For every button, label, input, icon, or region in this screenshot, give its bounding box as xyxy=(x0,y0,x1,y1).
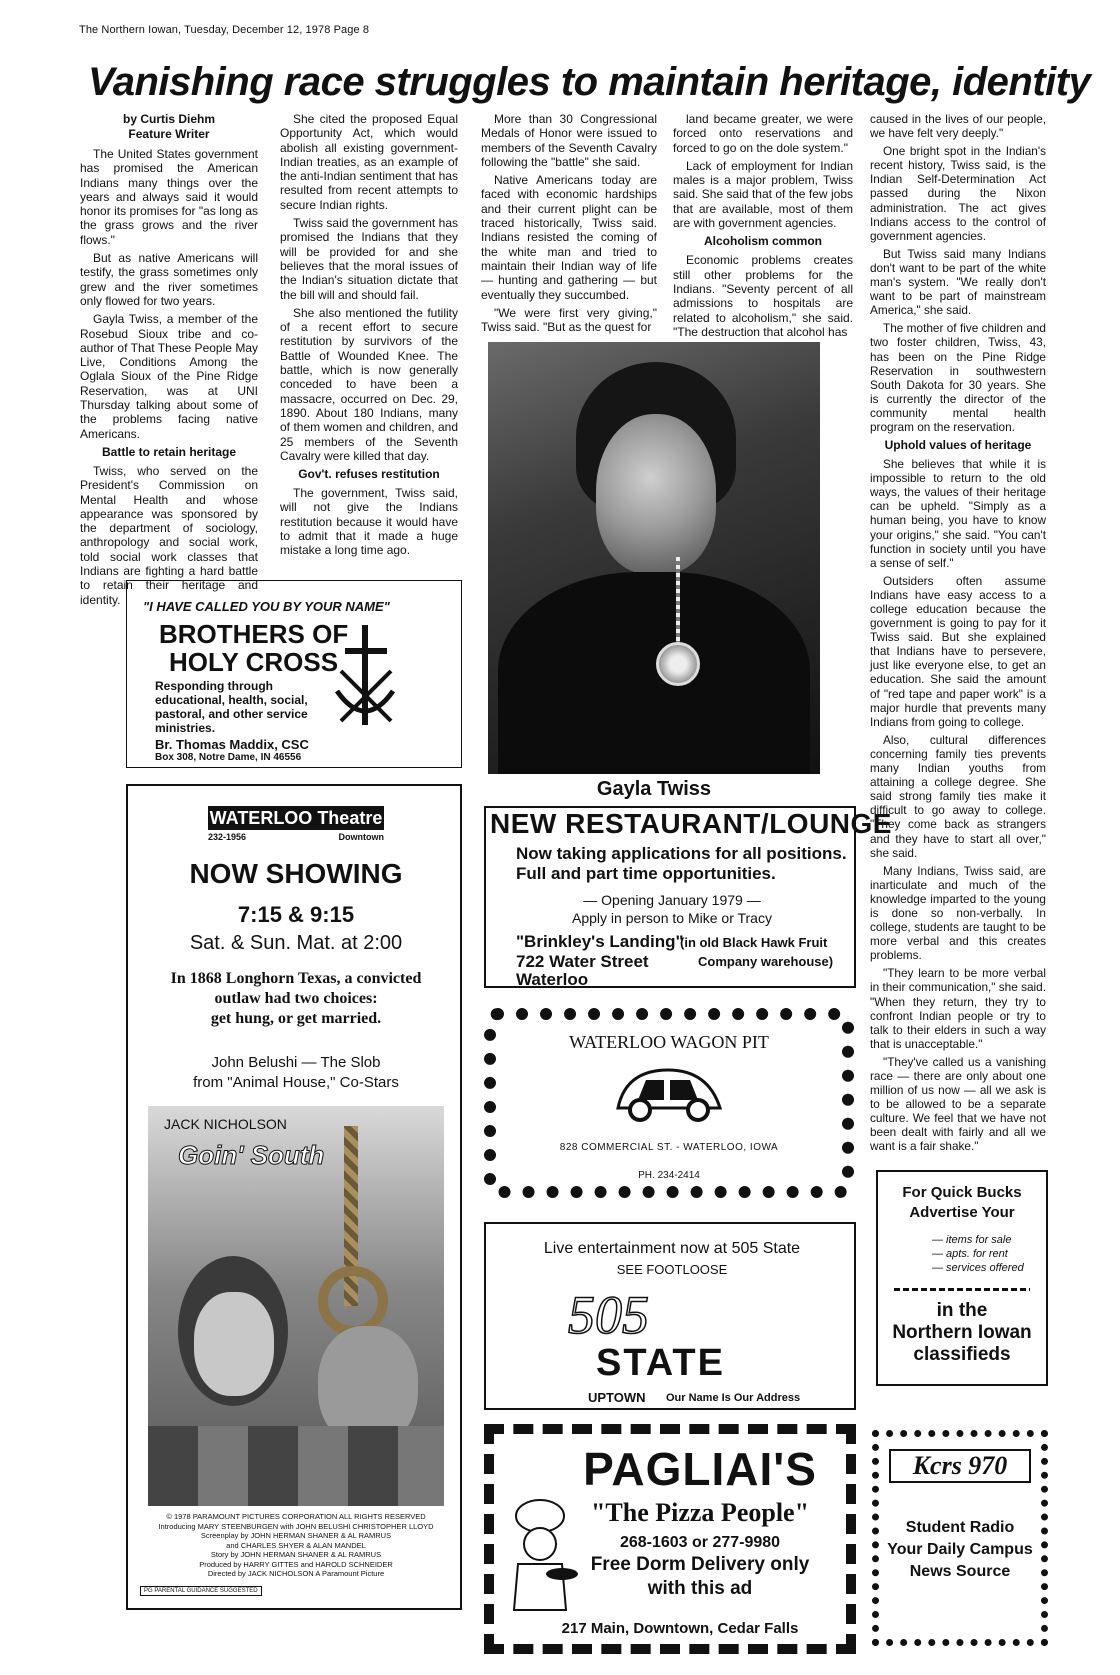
cross-anchor-icon xyxy=(327,621,407,731)
movie-poster-image: JACK NICHOLSON Goin' South xyxy=(148,1106,444,1506)
article-column-2 xyxy=(280,112,458,562)
headline: Vanishing race struggles to maintain heritage, identity xyxy=(88,60,1091,104)
byline: by Curtis Diehm Feature Writer xyxy=(122,112,215,141)
paragraph: Lack of employment for Indian males is a major problem, Twiss said. She said that of the few jobs that are available, most of them are with government agencies. xyxy=(673,158,853,231)
paragraph: But Twiss said many Indians don't want to be part of the white man's system. "We really don't want to be part of mainstream America," she said. xyxy=(870,246,1046,318)
ad-pagliais: PAGLIAI'S "The Pizza People" 268-1603 or 277-9980 Free Dorm Delivery only with this ad 217 Main, Downtown, Cedar Falls xyxy=(484,1424,856,1654)
paragraph: land became greater, we were forced onto reservations and forced to go on the dole system." xyxy=(673,112,853,155)
article-column-3 xyxy=(481,112,657,338)
ad-505-state: Live entertainment now at 505 State SEE FOOTLOOSE 505 STATE UPTOWN Our Name Is Our Address xyxy=(484,1222,856,1410)
ad-wagon-pit: WATERLOO WAGON PIT 828 COMMERCIAL ST. - WATERLOO, IOWA PH. 234-2414 xyxy=(484,1008,854,1198)
subhead: Uphold values of heritage xyxy=(884,438,1032,453)
article-column-4 xyxy=(673,112,853,343)
article-column-5 xyxy=(870,112,1046,1158)
subhead: Alcoholism common xyxy=(703,234,822,249)
rating-badge: PG PARENTAL GUIDANCE SUGGESTED xyxy=(140,1586,262,1596)
ad-waterloo-theatre: WATERLOO Theatre 232-1956 Downtown NOW SHOWING 7:15 & 9:15 Sat. & Sun. Mat. at 2:00 In 1868 Longhorn Texas, a convicted outlaw had two choices: get hung, or get married. John Belushi — The Slob from "Animal House," Co-Stars JACK NICHOLSON Goin' South © 1978 PARAMOUNT PICTURES CORPORATION ALL RIGHTS RESERVED Introducing MARY STEENBURGEN with JOHN BELUSHI CHRISTOPHER LLOYD Screenplay by JOHN HERMAN SHANER & AL RAMRUS and CHARLES SHYER & ALAN MANDEL Story by JOHN HERMAN SHANER & AL RAMRUS Produced by HARRY GITTES and HAROLD SCHNEIDER Directed by JACK NICHOLSON A Paramount Picture PG PARENTAL GUIDANCE SUGGESTED xyxy=(126,784,462,1610)
paragraph: Outsiders often assume Indians have easy access to a college education because the government is going to pay for it Twiss said. But she explained that Indians have to persevere, just like everyone else, to get an education. She said the amount of "red tape and paper work" is a major hurdle that prevents many Indians from going to college. xyxy=(870,573,1046,729)
portrait-photo xyxy=(488,342,820,774)
paragraph: Twiss, who served on the President's Commission on Mental Health and whose appearance was sponsored by the department of sociology, anthropology and social work, told social work classes that Indians are fighting a hard battle to retain their heritage and identity. xyxy=(80,463,258,607)
paragraph: The mother of five children and two foster children, Twiss, 43, has been on the Pine Ridge Reservation in southwestern South Dakota for 30 years. She is currently the director of the community mental health program on the reservation. xyxy=(870,321,1046,434)
paragraph: More than 30 Congressional Medals of Honor were issued to members of the Seventh Cavalry following the "battle" she said. xyxy=(481,112,657,169)
ad-classifieds: For Quick Bucks Advertise Your — items for sale — apts. for rent — services offered in the Northern Iowan classifieds xyxy=(876,1170,1048,1386)
paragraph: She believes that while it is impossible to return to the old ways, the values of their heritage can be upheld. "Simply as a human being, you have to know your origins," she said. "You can't function in society until you have a sense of self." xyxy=(870,457,1046,570)
paragraph: Twiss said the government has promised the Indians that they will be provided for and she believes that the moral issues of the Indian's situation dictate that the bill will and should fail. xyxy=(280,216,458,302)
paragraph: "We were first very giving," Twiss said. "But as the quest for xyxy=(481,305,657,335)
ad-kcrs: Kcrs 970 Student Radio Your Daily Campus News Source xyxy=(872,1430,1048,1646)
paragraph: Many Indians, Twiss said, are inarticulate and much of the knowledge imparted to the young is done so non-verbally. In college, students are taught to be more verbal and this creates problems. xyxy=(870,863,1046,963)
ad-holy-cross: "I HAVE CALLED YOU BY YOUR NAME" BROTHERS OF HOLY CROSS Responding through educational, health, social, pastoral, and other service ministries. Br. Thomas Maddix, CSC Box 308, Notre Dame, IN 46556 xyxy=(126,580,462,768)
paragraph: The United States government has promised the American Indians many things over the years and always said it would honor its promises for "as long as the grass grows and the river flows." xyxy=(80,147,258,247)
paragraph: Also, cultural differences concerning family ties prevents many Indian youths from attaining a college degree. She said strong family ties make it difficult to go away to college. "They come back as strangers and they have to start all over," she said. xyxy=(870,732,1046,860)
movie-credits: © 1978 PARAMOUNT PICTURES CORPORATION ALL RIGHTS RESERVED Introducing MARY STEENBURGEN with JOHN BELUSHI CHRISTOPHER LLOYD Screenplay by JOHN HERMAN SHANER & AL RAMRUS and CHARLES SHYER & ALAN MANDEL Story by JOHN HERMAN SHANER & AL RAMRUS Produced by HARRY GITTES and HAROLD SCHNEIDER Directed by JACK NICHOLSON A Paramount Picture xyxy=(158,1512,434,1578)
subhead: Battle to retain heritage xyxy=(101,444,237,459)
paragraph: Native Americans today are faced with economic hardships and their current plight can be traced historically, Twiss said. Indians resisted the coming of the white man and tried to maintain their Indian way of life — hunting and gathering — but eventually they succumbed. xyxy=(481,173,657,302)
paragraph: But as native Americans will testify, the grass sometimes only grew and the river sometimes only flowed for two years. xyxy=(80,251,258,308)
paragraph: "They've called us a vanishing race — there are only about one million of us now — all we ask is to be allowed to be a separate culture. We feel that we have not been dealt with fairly and all we want is a fair shake." xyxy=(870,1054,1046,1154)
car-icon xyxy=(608,1060,728,1130)
paragraph: Economic problems creates still other problems for the Indians. "Seventy percent of all admissions to hospitals are related to alcoholism," she said. "The destruction that alcohol has xyxy=(673,253,853,339)
folio: The Northern Iowan, Tuesday, December 12, 1978 Page 8 xyxy=(79,24,370,36)
photo-caption: Gayla Twiss xyxy=(596,778,712,800)
paragraph: caused in the lives of our people, we have felt very deeply." xyxy=(870,112,1046,141)
paragraph: "They learn to be more verbal in their communication," she said. "When they return, they try to confront Indian people or try to talk to their elders in such a way that is unacceptable." xyxy=(870,966,1046,1051)
article-column-1 xyxy=(80,112,258,611)
paragraph: Gayla Twiss, a member of the Rosebud Sioux tribe and co-author of That These People May Live, Conditions Among the Oglala Sioux of the Pine Ridge Reservation, was at UNI Thursday talking about some of the problems facing native Americans. xyxy=(80,312,258,441)
subhead: Gov't. refuses restitution xyxy=(298,467,440,482)
paragraph: One bright spot in the Indian's recent history, Twiss said, is the Indian Self-Determination Act passed during the Nixon administration. The act gives Indians access to the control of government agencies. xyxy=(870,144,1046,243)
ad-restaurant: NEW RESTAURANT/LOUNGE Now taking applications for all positions. Full and part time opportunities. — Opening January 1979 — Apply in person to Mike or Tracy "Brinkley's Landing" (in old Black Hawk Fruit 722 Water Street Company warehouse) Waterloo xyxy=(484,806,856,988)
paragraph: She also mentioned the futility of a recent effort to secure restitution by survivors of the Battle of Wounded Knee. The battle, which is now generally conceded to have been a massacre, occurred on Dec. 29, 1890. About 180 Indians, many of them women and children, and 25 members of the Seventh Cavalry were killed that day. xyxy=(280,305,458,463)
paragraph: The government, Twiss said, will not give the Indians restitution because it would have to admit that it made a huge mistake a long time ago. xyxy=(280,486,458,558)
paragraph: She cited the proposed Equal Opportunity Act, which would abolish all existing government-Indian treaties, as an example of the anti-Indian sentiment that has resulted from recent attempts to secure Indian rights. xyxy=(280,112,458,212)
